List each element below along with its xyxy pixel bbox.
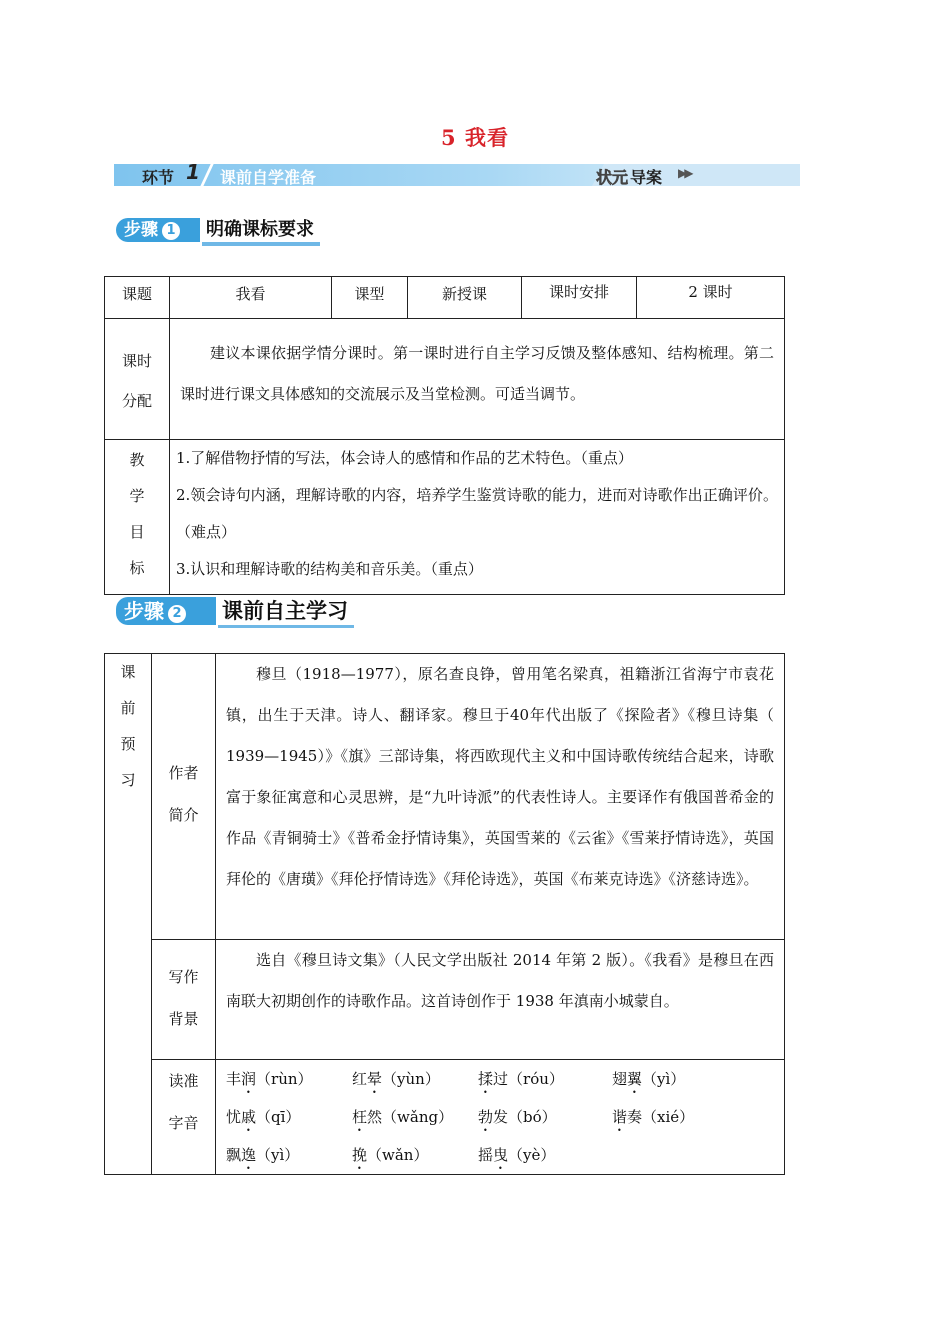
side-label-char: 课 [120, 663, 136, 681]
dotted-char: 挽 [352, 1146, 368, 1164]
goal-label-char: 学 [129, 487, 145, 505]
word-part: 奏 [627, 1108, 643, 1126]
pronunciation-grid [216, 1060, 784, 1174]
pinyin: （wǎng） [382, 1108, 454, 1126]
pronunciation-item [226, 1060, 352, 1098]
banner-daoan: 导案 [630, 168, 663, 187]
word-part: 发 [493, 1108, 509, 1126]
banner-huanjie: 环节 [142, 168, 175, 187]
preview-side-label [105, 654, 152, 1175]
section-banner [114, 160, 800, 187]
page-title: 5 我看 [441, 125, 509, 150]
pronunciation-item [352, 1098, 478, 1136]
dotted-char: 戚 [241, 1108, 257, 1126]
pinyin: （róu） [508, 1070, 564, 1088]
pronunciation-item [352, 1060, 478, 1098]
goals-cell [170, 440, 785, 595]
goal-label-char: 目 [129, 523, 145, 541]
header-cell: 新授课 [408, 277, 522, 319]
pronunciation-item [478, 1136, 612, 1174]
dotted-char: 谐 [612, 1108, 628, 1126]
pronunciation-item [478, 1060, 612, 1098]
pronunciation-item [612, 1060, 752, 1098]
banner-divider [199, 158, 217, 190]
word-part: 飘 [226, 1146, 242, 1164]
header-cell: 课型 [332, 277, 408, 319]
banner-number: 1 [186, 160, 200, 184]
step-1-tag-text: 步骤 [124, 220, 158, 240]
author-label-line: 简介 [168, 806, 199, 824]
word-part: 摇 [478, 1146, 494, 1164]
dotted-char: 逸 [241, 1146, 257, 1164]
author-text: 穆旦（1918—1977），原名查良铮，曾用笔名梁真，祖籍浙江省海宁市袁花镇，出生于天津。诗人、翻译家。穆旦于40年代出版了《探险者》《穆旦诗集（ 1939—1945）》《旗》三部诗集，将西欧现代主义和中国诗歌传统结合起来，诗歌富于象征寓意和心灵思辨，是“九叶诗派”的代表性诗人。主要译作有俄国普希金的作品《青铜骑士》《普希金抒情诗集》，英国雪莱的《云雀》《雪莱抒情诗选》，英国拜伦的《唐璜》《拜伦抒情诗选》《拜伦诗选》，英国《布莱克诗选》《济慈诗选》。 [226, 665, 774, 888]
pinyin: （xié） [642, 1108, 695, 1126]
alloc-label-line: 课时 [121, 352, 152, 370]
pinyin: （bó） [508, 1108, 557, 1126]
author-label-cell [152, 654, 216, 940]
pronunciation-item [226, 1098, 352, 1136]
word-part: 丰 [226, 1070, 242, 1088]
goal-item: 2.领会诗句内涵，理解诗歌的内容，培养学生鉴赏诗歌的能力，进而对诗歌作出正确评价。（难点） [176, 486, 778, 541]
alloc-text: 建议本课依据学情分课时。第一课时进行自主学习反馈及整体感知、结构梳理。第二课时进行课文具体感知的交流展示及当堂检测。可适当调节。 [180, 344, 774, 403]
pronunciation-label-line: 读准 [168, 1072, 199, 1090]
background-text: 选自《穆旦诗文集》（人民文学出版社 2014 年第 2 版）。《我看》是穆旦在西南联大初期创作的诗歌作品。这首诗创作于 1938 年滇南小城蒙自。 [226, 951, 774, 1010]
pinyin: （qī） [256, 1108, 301, 1126]
word-part: 过 [493, 1070, 509, 1088]
goal-label-cell [105, 440, 170, 595]
goal-label-char: 教 [129, 451, 145, 469]
background-label-cell [152, 940, 216, 1060]
dotted-char: 曳 [493, 1146, 509, 1164]
course-info-table [104, 276, 785, 595]
word-part: 忧 [226, 1108, 242, 1126]
header-cell: 2 课时 [637, 277, 785, 319]
word-part: 翅 [612, 1070, 628, 1088]
pinyin: （rùn） [256, 1070, 313, 1088]
alloc-label-line: 分配 [121, 392, 152, 410]
step-1-number-badge: 1 [162, 222, 180, 240]
dotted-char: 勃 [478, 1108, 494, 1126]
word-part: 然 [367, 1108, 383, 1126]
goal-item: 1.了解借物抒情的写法，体会诗人的感情和作品的艺术特色。（重点） [176, 449, 633, 467]
preview-table [104, 653, 785, 1175]
banner-label: 课前自学准备 [220, 168, 317, 187]
pronunciation-label-line: 字音 [168, 1114, 199, 1132]
dotted-char: 枉 [352, 1108, 368, 1126]
background-label-line: 写作 [168, 968, 199, 986]
step-2-title: 课前自主学习 [218, 597, 354, 628]
background-text-cell [216, 940, 785, 1060]
pronunciation-item [478, 1098, 612, 1136]
pinyin: （yùn） [382, 1070, 440, 1088]
step-2-tag-text: 步骤 [124, 599, 164, 623]
header-cell: 课时安排 [522, 277, 637, 319]
author-label-line: 作者 [168, 764, 199, 782]
header-cell: 课题 [105, 277, 170, 319]
banner-zhuangyuan: 状元 [596, 168, 629, 187]
side-label-char: 预 [120, 735, 136, 753]
word-part: 红 [352, 1070, 368, 1088]
step-1-title: 明确课标要求 [202, 218, 320, 246]
goal-label-char: 标 [129, 559, 145, 577]
pronunciation-item [352, 1136, 478, 1174]
pinyin: （yì） [256, 1146, 300, 1164]
author-text-cell [216, 654, 785, 940]
pronunciation-item [226, 1136, 352, 1174]
dotted-char: 润 [241, 1070, 257, 1088]
background-label-line: 背景 [168, 1010, 199, 1028]
pinyin: （yì） [642, 1070, 686, 1088]
header-cell: 我看 [170, 277, 332, 319]
goal-item: 3.认识和理解诗歌的结构美和音乐美。（重点） [176, 560, 483, 578]
dotted-char: 翼 [627, 1070, 643, 1088]
alloc-label-cell [105, 319, 170, 440]
pinyin: （yè） [508, 1146, 556, 1164]
step-1-tag [116, 218, 200, 242]
side-label-char: 习 [120, 771, 136, 789]
pinyin: （wǎn） [367, 1146, 429, 1164]
dotted-char: 揉 [478, 1070, 494, 1088]
pronunciation-cell [216, 1060, 785, 1175]
step-2-number-badge: 2 [168, 605, 186, 623]
pronunciation-item [612, 1098, 752, 1136]
double-arrow-icon: ▶▶ [678, 166, 691, 180]
alloc-text-cell [170, 319, 785, 440]
side-label-char: 前 [120, 699, 136, 717]
pronunciation-label-cell [152, 1060, 216, 1175]
step-2-tag [116, 597, 216, 625]
dotted-char: 晕 [367, 1070, 383, 1088]
